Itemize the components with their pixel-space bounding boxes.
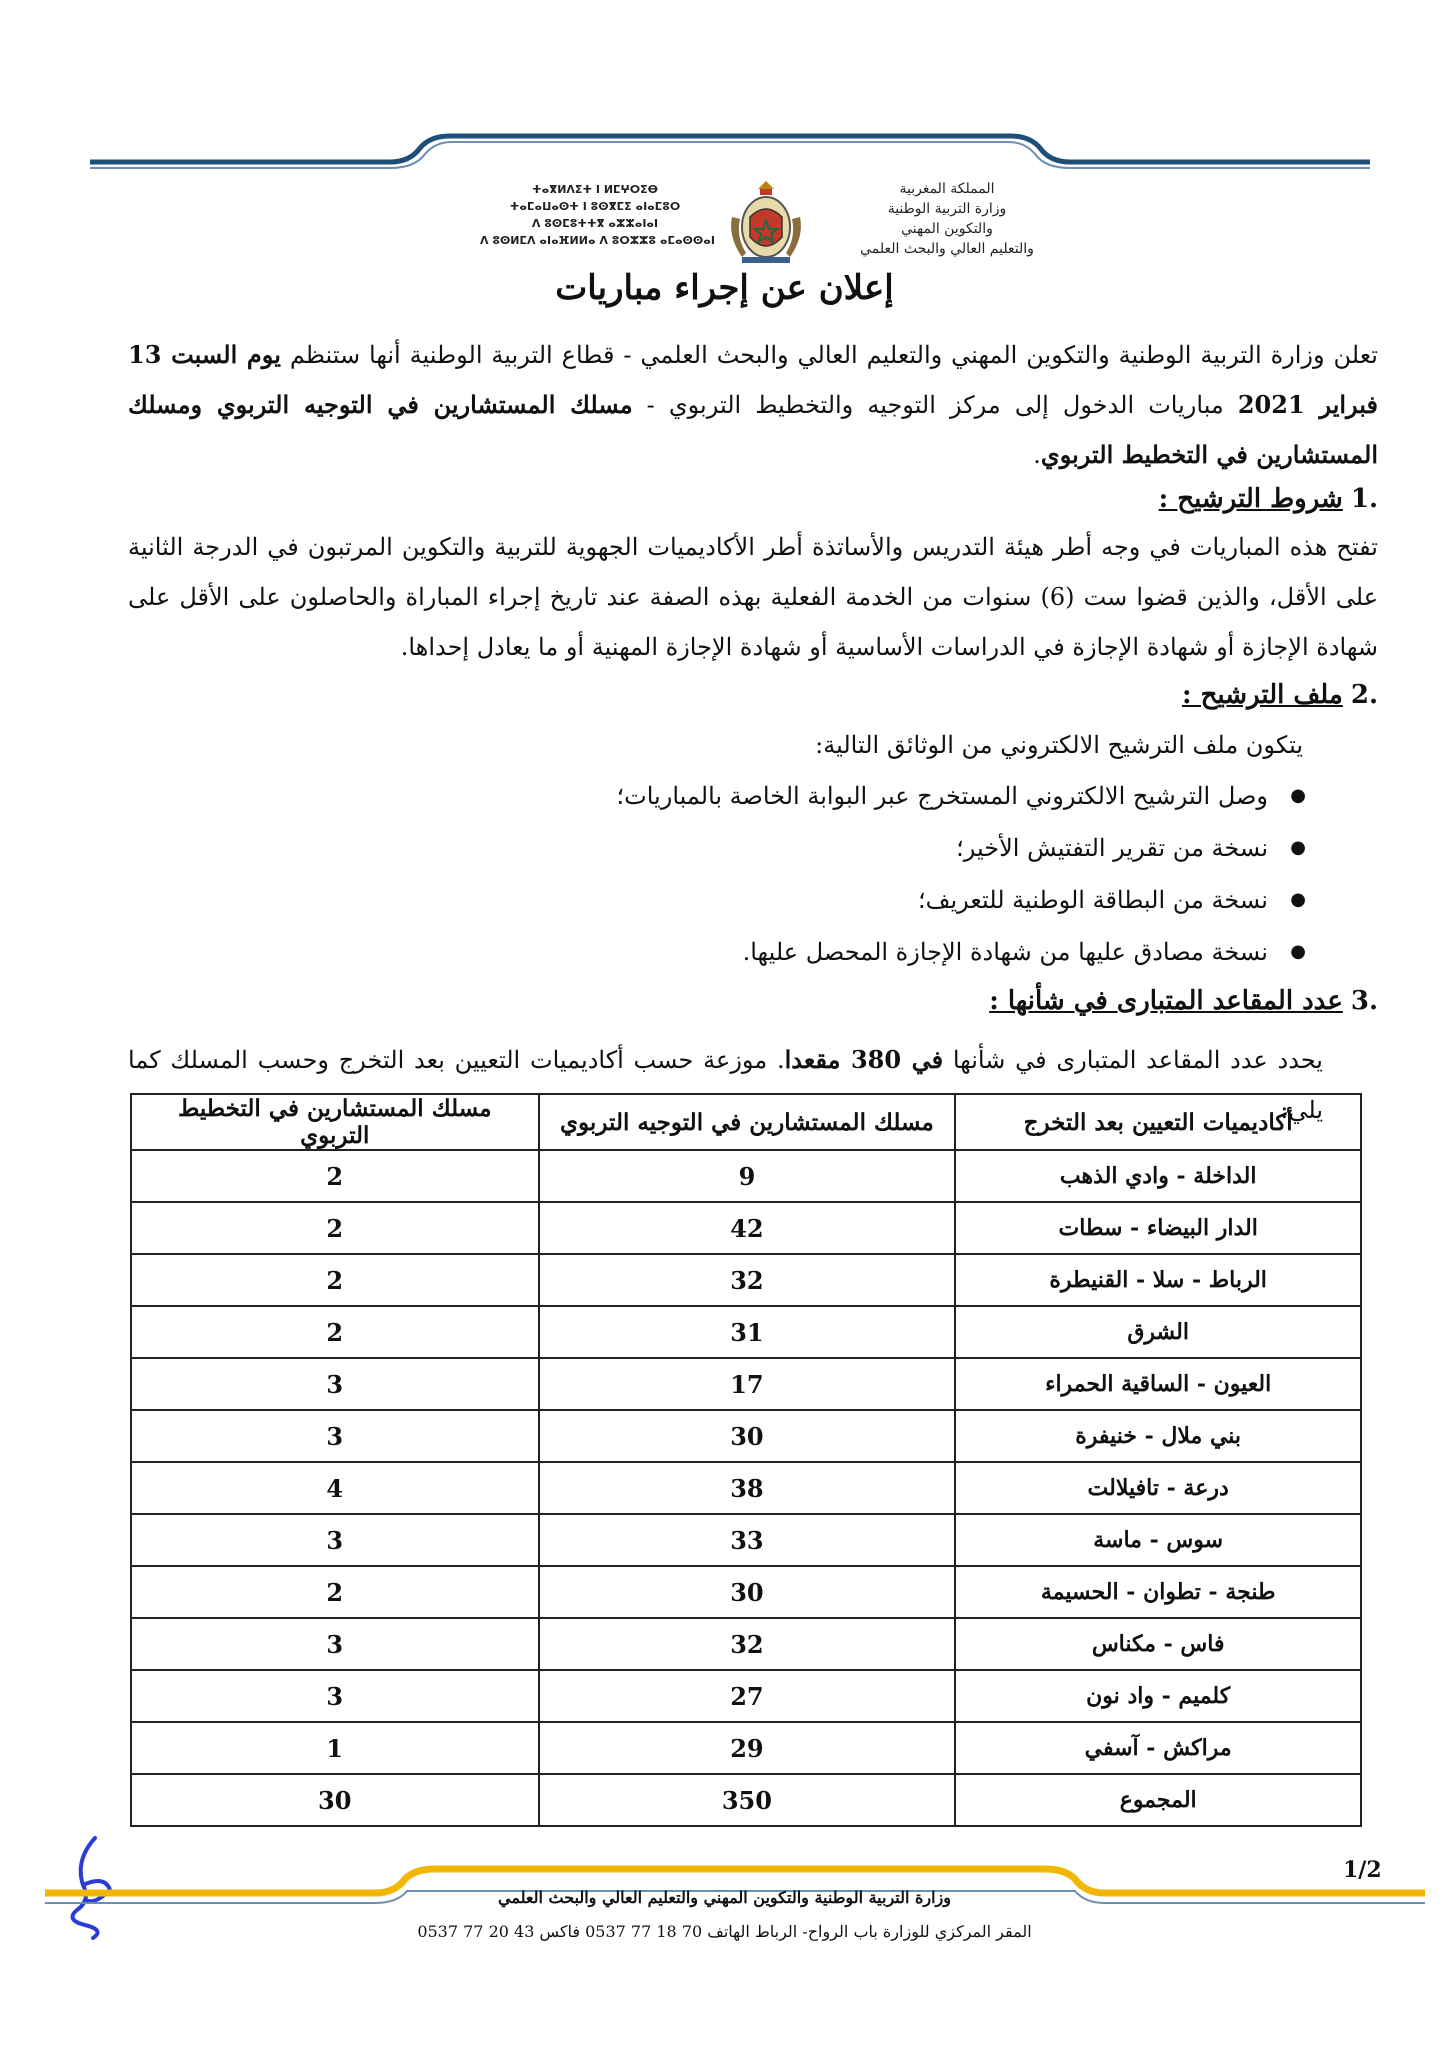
table-total-row: [131, 1774, 1361, 1826]
guidance-seats-cell: 27: [539, 1670, 956, 1722]
academy-cell: بني ملال - خنيفرة: [955, 1410, 1361, 1462]
guidance-seats-cell: 17: [539, 1358, 956, 1410]
tifinagh-line: ⵜⴰⴳⵍⴷⵉⵜ ⵏ ⵍⵎⵖⵔⵉⴱ: [531, 183, 658, 196]
page-number: 1/2: [1343, 1857, 1382, 1883]
intro-paragraph: [128, 330, 1378, 480]
seats-table: [130, 1093, 1362, 1827]
section-heading-file: [128, 680, 1378, 710]
total-label-cell: المجموع: [955, 1774, 1361, 1826]
tifinagh-ministry-name: [480, 181, 715, 249]
coat-of-arms-icon: [722, 177, 810, 265]
arabic-header-line: وزارة التربية الوطنية: [887, 201, 1007, 217]
intro-text: تعلن وزارة التربية الوطنية والتكوين المهني والتعليم العالي والبحث العلمي - قطاع التربية الوطنية أنها ستنظم: [280, 341, 1378, 369]
page-title: إعلان عن إجراء مباريات: [555, 268, 894, 308]
guidance-seats-cell: 32: [539, 1254, 956, 1306]
arabic-ministry-name: [842, 179, 1052, 259]
table-row: [131, 1514, 1361, 1566]
list-item: ● نسخة من البطاقة الوطنية للتعريف؛: [128, 874, 1268, 926]
footer-contact-info: المقر المركزي للوزارة باب الرواح- الرباط الهاتف 70 18 77 0537 فاكس 43 20 77 0537: [417, 1922, 1032, 1941]
academy-cell: طنجة - تطوان - الحسيمة: [955, 1566, 1361, 1618]
planning-seats-cell: 3: [131, 1358, 539, 1410]
tifinagh-line: ⵜⴰⵎⴰⵡⴰⵙⵜ ⵏ ⵓⵙⴳⵎⵉ ⴰⵏⴰⵎⵓⵔ: [509, 200, 681, 213]
guidance-seats-cell: 32: [539, 1618, 956, 1670]
required-documents: [128, 720, 1358, 978]
tifinagh-line: ⴷ ⵓⵙⵎⵓⵜⵜⴳ ⴰⵣⵣⴰⵏⴰⵏ: [531, 217, 659, 230]
conditions-paragraph: تفتح هذه المباريات في وجه أطر هيئة التدريس والأساتذة أطر الأكاديميات الجهوية للتربية والتكوين المرتبون في الدرجة الثانية على الأقل، والذين قضوا ست (6) سنوات من الخدمة الفعلية بهذه الصفة عند تاريخ إجراء المباراة والحاصلون على الأقل على شهادة الإجازة أو شهادة الإجازة في الدراسات الأساسية أو شهادة الإجازة المهنية أو ما يعادل إحداها.: [128, 533, 1379, 661]
planning-seats-cell: 4: [131, 1462, 539, 1514]
table-row: [131, 1462, 1361, 1514]
exam-tracks: مسلك المستشارين في التوجيه التربوي ومسلك المستشارين في التخطيط التربوي: [128, 390, 1378, 469]
academy-cell: كلميم - واد نون: [955, 1670, 1361, 1722]
seats-total: في 380 مقعدا: [784, 1045, 944, 1074]
academy-cell: سوس - ماسة: [955, 1514, 1361, 1566]
tifinagh-line: ⴷ ⵓⵙⵍⵎⴷ ⴰⵏⴰⴼⵍⵍⴰ ⴷ ⵓⵔⵣⵣⵓ ⴰⵎⴰⵙⵙⴰⵏ: [480, 234, 715, 247]
list-item: ● وصل الترشيح الالكتروني المستخرج عبر البوابة الخاصة بالمباريات؛: [128, 770, 1268, 822]
academy-cell: الشرق: [955, 1306, 1361, 1358]
guidance-seats-cell: 9: [539, 1150, 956, 1202]
academy-cell: الدار البيضاء - سطات: [955, 1202, 1361, 1254]
section-number: .1: [1350, 484, 1378, 514]
academy-cell: فاس - مكناس: [955, 1618, 1361, 1670]
ministry-header: [0, 175, 1449, 265]
table-row: [131, 1358, 1361, 1410]
planning-seats-cell: 3: [131, 1410, 539, 1462]
section-title: عدد المقاعد المتبارى في شأنها :: [989, 986, 1343, 1016]
list-item: ● نسخة مصادق عليها من شهادة الإجازة المحصل عليها.: [128, 926, 1268, 978]
planning-seats-cell: 3: [131, 1670, 539, 1722]
academy-cell: العيون - الساقية الحمراء: [955, 1358, 1361, 1410]
guidance-seats-cell: 29: [539, 1722, 956, 1774]
header-decorative-bar: [90, 130, 1370, 180]
planning-seats-cell: 2: [131, 1306, 539, 1358]
planning-seats-cell: 3: [131, 1618, 539, 1670]
planning-seats-cell: 2: [131, 1150, 539, 1202]
planning-seats-cell: 1: [131, 1722, 539, 1774]
footer-ministry-name: وزارة التربية الوطنية والتكوين المهني والتعليم العالي والبحث العلمي: [497, 1888, 951, 1907]
guidance-seats-cell: 31: [539, 1306, 956, 1358]
table-row: [131, 1202, 1361, 1254]
table-row: [131, 1254, 1361, 1306]
guidance-seats-cell: 30: [539, 1410, 956, 1462]
guidance-seats-cell: 33: [539, 1514, 956, 1566]
column-header: مسلك المستشارين في التوجيه التربوي: [539, 1094, 956, 1150]
seats-text: يحدد عدد المقاعد المتبارى في شأنها: [943, 1046, 1323, 1074]
planning-seats-cell: 3: [131, 1514, 539, 1566]
table-row: [131, 1566, 1361, 1618]
table-row: [131, 1150, 1361, 1202]
intro-text: مباريات الدخول إلى مركز التوجيه والتخطيط التربوي -: [632, 391, 1238, 419]
academy-cell: الرباط - سلا - القنيطرة: [955, 1254, 1361, 1306]
table-header-row: [131, 1094, 1361, 1150]
arabic-header-line: والتعليم العالي والبحث العلمي: [860, 241, 1034, 257]
planning-seats-cell: 2: [131, 1202, 539, 1254]
table-row: [131, 1670, 1361, 1722]
section-heading-seats: [128, 986, 1378, 1016]
guidance-seats-cell: 42: [539, 1202, 956, 1254]
documents-list: [128, 770, 1358, 978]
arabic-header-line: والتكوين المهني: [901, 221, 993, 237]
column-header: أكاديميات التعيين بعد التخرج: [955, 1094, 1361, 1150]
guidance-total-cell: 350: [539, 1774, 956, 1826]
table-row: [131, 1722, 1361, 1774]
exam-date: يوم السبت 13 فبراير 2021: [128, 340, 1379, 419]
section-heading-conditions: [128, 484, 1378, 514]
table-row: [131, 1618, 1361, 1670]
planning-total-cell: 30: [131, 1774, 539, 1826]
seats-text: . موزعة حسب أكاديميات التعيين بعد التخرج وحسب المسلك كما يلي:: [128, 1046, 1323, 1124]
table-row: [131, 1306, 1361, 1358]
section-title: شروط الترشيح :: [1158, 484, 1343, 514]
section-number: .3: [1350, 986, 1378, 1016]
intro-text: .: [1033, 441, 1041, 469]
guidance-seats-cell: 38: [539, 1462, 956, 1514]
table-row: [131, 1410, 1361, 1462]
documents-intro: يتكون ملف الترشيح الالكتروني من الوثائق التالية:: [815, 731, 1303, 759]
guidance-seats-cell: 30: [539, 1566, 956, 1618]
planning-seats-cell: 2: [131, 1254, 539, 1306]
academy-cell: الداخلة - وادي الذهب: [955, 1150, 1361, 1202]
section-title: ملف الترشيح :: [1181, 680, 1343, 710]
academy-cell: درعة - تافيلالت: [955, 1462, 1361, 1514]
column-header: مسلك المستشارين في التخطيط التربوي: [131, 1094, 539, 1150]
section-number: .2: [1350, 680, 1378, 710]
arabic-header-line: المملكة المغربية: [899, 181, 995, 197]
academy-cell: مراكش - آسفي: [955, 1722, 1361, 1774]
planning-seats-cell: 2: [131, 1566, 539, 1618]
list-item: ● نسخة من تقرير التفتيش الأخير؛: [128, 822, 1268, 874]
